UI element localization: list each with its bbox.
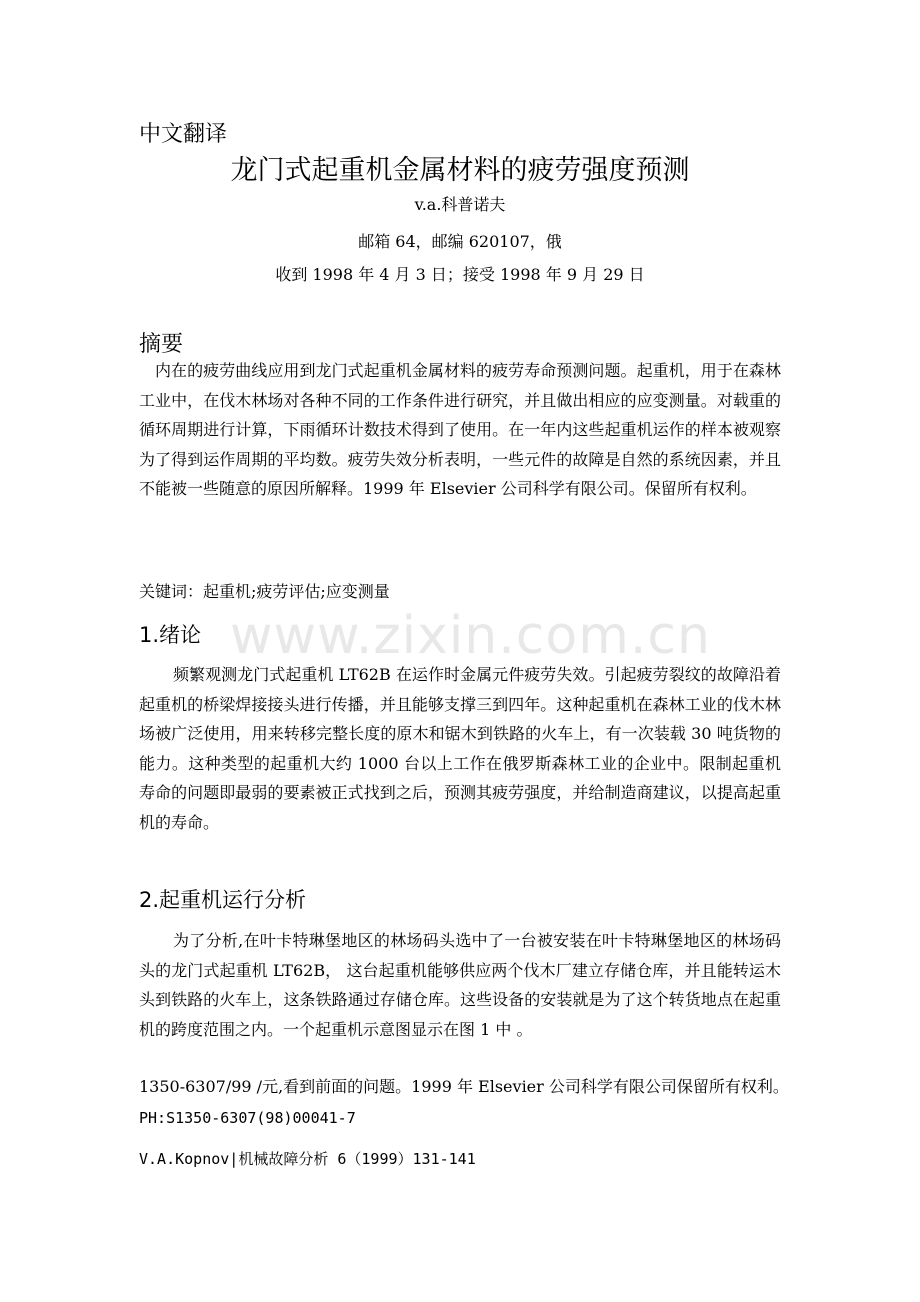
section-2-heading: 2.起重机运行分析 <box>139 888 307 912</box>
section-1-heading: 1.绪论 <box>139 623 202 647</box>
abstract-heading: 摘要 <box>139 332 184 357</box>
keywords-line: 关键词：起重机;疲劳评估;应变测量 <box>139 582 390 601</box>
translation-label: 中文翻译 <box>139 122 228 147</box>
footer-pii-line: PH:S1350-6307(98)00041-7 <box>139 1109 356 1127</box>
paper-title: 龙门式起重机金属材料的疲劳强度预测 <box>230 155 690 186</box>
footer-citation-line: V.A.Kopnov|机械故障分析 6（1999）131-141 <box>139 1150 476 1168</box>
author-line: v.a.科普诺夫 <box>414 195 506 214</box>
address-line: 邮箱 64，邮编 620107，俄 <box>358 232 562 251</box>
dates-line: 收到 1998 年 4 月 3 日；接受 1998 年 9 月 29 日 <box>275 265 645 284</box>
footer-copyright-line: 1350-6307/99 /元,看到前面的问题。1999 年 Elsevier 公司科学有限公司保留所有权利。 <box>139 1077 789 1096</box>
abstract-text: 内在的疲劳曲线应用到龙门式起重机金属材料的疲劳寿命预测问题。起重机，用于在森林工业中，在伐木林场对各种不同的工作条件进行研究，并且做出相应的应变测量。对载重的循环周期进行计算，下雨循环计数技术得到了使用。在一年内这些起重机运作的样本被观察为了得到运作周期的平均数。疲劳失效分析表明，一些元件的故障是自然的系统因素，并且不能被一些随意的原因所解释。1999 年 Elsevier 公司科学有限公司。保留所有权利。 <box>139 361 781 498</box>
section-2-text: 为了分析,在叶卡特琳堡地区的林场码头选中了一台被安装在叶卡特琳堡地区的林场码头的龙门式起重机 LT62B， 这台起重机能够供应两个伐木厂建立存储仓库，并且能转运木头到铁路的火车上，这条铁路通过存储仓库。这些设备的安装就是为了这个转货地点在起重机的跨度范围之内。一个起重机示意图显示在图 1 中 。 <box>139 931 781 1039</box>
section-1-text: 频繁观测龙门式起重机 LT62B 在运作时金属元件疲劳失效。引起疲劳裂纹的故障沿着起重机的桥梁焊接接头进行传播，并且能够支撑三到四年。这种起重机在森林工业的伐木林场被广泛使用，用来转移完整长度的原木和锯木到铁路的火车上，有一次装载 30 吨货物的能力。这种类型的起重机大约 1000 台以上工作在俄罗斯森林工业的企业中。限制起重机寿命的问题即最弱的要素被正式找到之后，预测其疲劳强度，并给制造商建议，以提高起重机的寿命。 <box>139 665 781 832</box>
watermark: www.zixin.com.cn <box>230 606 711 666</box>
